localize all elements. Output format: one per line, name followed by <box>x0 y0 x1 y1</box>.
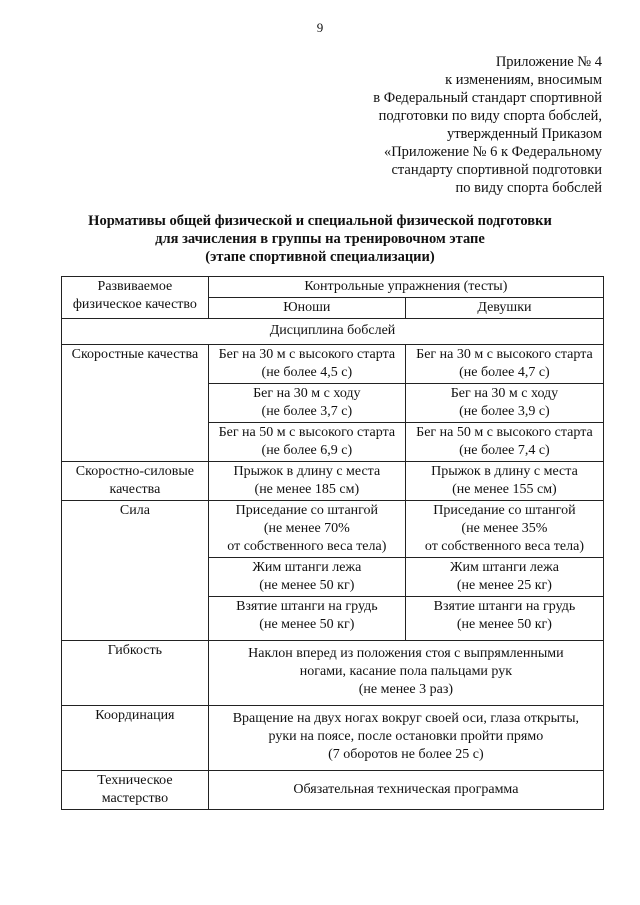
header-girls: Девушки <box>405 298 603 319</box>
quality-coordination: Координация <box>62 706 209 771</box>
table-row <box>62 345 604 384</box>
header-boys: Юноши <box>208 298 405 319</box>
test-cell: Наклон вперед из положения стоя с выпрямленными ногами, касание пола пальцами рук (не менее 3 раз) <box>208 641 603 706</box>
title-line: (этапе спортивной специализации) <box>205 249 435 265</box>
table-row <box>62 462 604 501</box>
discipline-label: Дисциплина бобслей <box>62 319 604 345</box>
quality-flexibility: Гибкость <box>62 641 209 706</box>
quality-speed-strength: Скоростно-силовые качества <box>62 462 209 501</box>
header-tests: Контрольные упражнения (тесты) <box>208 277 603 298</box>
test-cell: Бег на 30 м с ходу (не более 3,9 с) <box>405 384 603 423</box>
test-cell: Обязательная техническая программа <box>208 771 603 810</box>
test-cell: Прыжок в длину с места (не менее 155 см) <box>405 462 603 501</box>
test-cell: Бег на 50 м с высокого старта (не более 6,9 с) <box>208 423 405 462</box>
test-cell: Вращение на двух ногах вокруг своей оси, глаза открыты, руки на поясе, после остановки пройти прямо (7 оборотов не более 25 с) <box>208 706 603 771</box>
test-cell: Жим штанги лежа (не менее 25 кг) <box>405 558 603 597</box>
test-cell: Бег на 50 м с высокого старта (не более 7,4 с) <box>405 423 603 462</box>
test-cell: Бег на 30 м с ходу (не более 3,7 с) <box>208 384 405 423</box>
quality-strength: Сила <box>62 501 209 641</box>
table-row <box>62 501 604 558</box>
test-cell: Прыжок в длину с места (не менее 185 см) <box>208 462 405 501</box>
title-line: Нормативы общей физической и специальной физической подготовки <box>88 213 552 229</box>
page-number: 9 <box>316 20 324 35</box>
table-header-row <box>62 277 604 298</box>
appendix-line: в Федеральный стандарт спортивной <box>373 90 602 106</box>
appendix-line: к изменениям, вносимым <box>445 72 602 88</box>
test-cell: Взятие штанги на грудь (не менее 50 кг) <box>405 597 603 641</box>
title-line: для зачисления в группы на тренировочном этапе <box>155 231 485 247</box>
test-cell: Приседание со штангой (не менее 70% от собственного веса тела) <box>208 501 405 558</box>
appendix-line: Приложение № 4 <box>495 54 602 70</box>
quality-speed: Скоростные качества <box>62 345 209 462</box>
table-row <box>62 641 604 706</box>
table-row <box>62 706 604 771</box>
appendix-line: утвержденный Приказом <box>446 126 602 142</box>
appendix-line: «Приложение № 6 к Федеральному <box>383 144 602 160</box>
test-cell: Взятие штанги на грудь (не менее 50 кг) <box>208 597 405 641</box>
test-cell: Приседание со штангой (не менее 35% от собственного веса тела) <box>405 501 603 558</box>
document-title <box>0 212 640 266</box>
table-row <box>62 771 604 810</box>
header-quality: Развиваемое физическое качество <box>62 277 209 319</box>
appendix-line: стандарту спортивной подготовки <box>391 162 602 178</box>
discipline-row <box>62 319 604 345</box>
test-cell: Бег на 30 м с высокого старта (не более 4,5 с) <box>208 345 405 384</box>
test-cell: Бег на 30 м с высокого старта (не более 4,7 с) <box>405 345 603 384</box>
norms-table <box>61 276 604 810</box>
appendix-line: подготовки по виду спорта бобслей, <box>378 108 602 124</box>
quality-technique: Техническое мастерство <box>62 771 209 810</box>
appendix-line: по виду спорта бобслей <box>455 180 602 196</box>
test-cell: Жим штанги лежа (не менее 50 кг) <box>208 558 405 597</box>
appendix-reference <box>272 53 602 197</box>
